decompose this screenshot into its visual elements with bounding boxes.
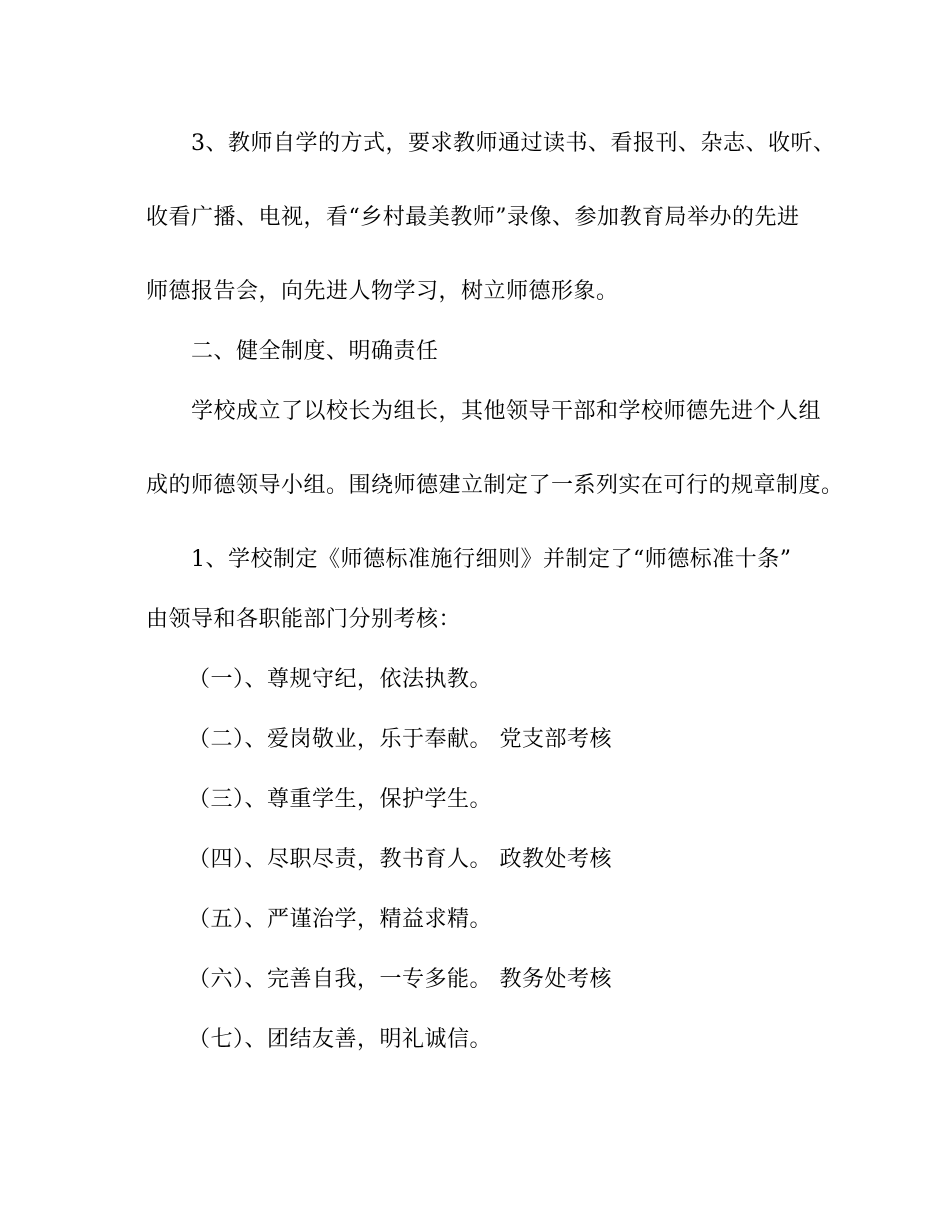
paragraph-rules-line-2: 由领导和各职能部门分别考核： — [146, 607, 462, 632]
list-item: （二）、爱岗敬业，乐于奉献。 党支部考核 — [188, 727, 612, 752]
paragraph-leadership-line-1: 学校成立了以校长为组长，其他领导干部和学校师德先进个人组 — [191, 399, 822, 424]
list-item: （六）、完善自我，一专多能。 教务处考核 — [188, 967, 612, 992]
section-heading: 二、健全制度、明确责任 — [191, 339, 439, 364]
list-item: （五）、严谨治学，精益求精。 — [188, 907, 493, 932]
paragraph-self-study-line-2: 收看广播、电视，看“乡村最美教师”录像、参加教育局举办的先进 — [146, 205, 800, 230]
list-item: （四）、尽职尽责，教书育人。 政教处考核 — [188, 847, 612, 872]
paragraph-self-study-line-1: 3、教师自学的方式，要求教师通过读书、看报刊、杂志、收听、 — [191, 131, 836, 156]
list-item: （七）、团结友善，明礼诚信。 — [188, 1027, 493, 1052]
paragraph-leadership-line-2: 成的师德领导小组。围绕师德建立制定了一系列实在可行的规章制度。 — [146, 473, 844, 498]
paragraph-rules-line-1: 1、学校制定《师德标准施行细则》并制定了“师德标准十条” — [191, 547, 792, 572]
paragraph-self-study-line-3: 师德报告会，向先进人物学习，树立师德形象。 — [146, 279, 619, 304]
list-item: （一）、尊规守纪，依法执教。 — [188, 667, 493, 692]
list-item: （三）、尊重学生，保护学生。 — [188, 787, 493, 812]
